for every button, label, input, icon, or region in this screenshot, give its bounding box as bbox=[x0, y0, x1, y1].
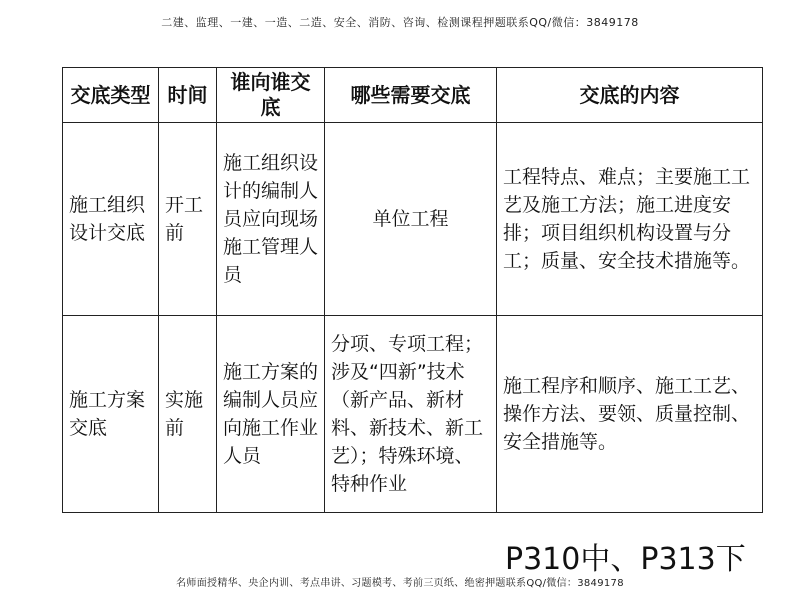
header-cell-scope: 哪些需要交底 bbox=[325, 68, 497, 123]
cell-scope: 单位工程 bbox=[325, 123, 497, 316]
footer-note: 名师面授精华、央企内训、考点串讲、习题模考、考前三页纸、绝密押题联系QQ/微信：3849178 bbox=[176, 578, 624, 589]
table-row bbox=[63, 316, 763, 513]
table-header-row bbox=[63, 68, 763, 123]
header-cell-time: 时间 bbox=[159, 68, 217, 123]
header-cell-who: 谁向谁交底 bbox=[217, 68, 325, 123]
cell-type: 施工方案交底 bbox=[63, 316, 159, 513]
cell-time: 开工前 bbox=[159, 123, 217, 316]
header-cell-content: 交底的内容 bbox=[497, 68, 763, 123]
cell-content: 工程特点、难点；主要施工工艺及施工方法；施工进度安排；项目组织机构设置与分工；质量、安全技术措施等。 bbox=[497, 123, 763, 316]
cell-who: 施工组织设计的编制人员应向现场施工管理人员 bbox=[217, 123, 325, 316]
cell-content: 施工程序和顺序、施工工艺、操作方法、要领、质量控制、安全措施等。 bbox=[497, 316, 763, 513]
handover-table bbox=[62, 67, 763, 513]
page-reference: P310中、P313下 bbox=[505, 542, 746, 577]
header-cell-type: 交底类型 bbox=[63, 68, 159, 123]
header-note: 二建、监理、一建、一造、二造、安全、消防、咨询、检测课程押题联系QQ/微信：3849178 bbox=[161, 16, 639, 29]
cell-type: 施工组织设计交底 bbox=[63, 123, 159, 316]
table-row bbox=[63, 123, 763, 316]
cell-scope: 分项、专项工程；涉及“四新”技术（新产品、新材料、新技术、新工艺）；特殊环境、特种作业 bbox=[325, 316, 497, 513]
cell-time: 实施前 bbox=[159, 316, 217, 513]
cell-who: 施工方案的编制人员应向施工作业人员 bbox=[217, 316, 325, 513]
